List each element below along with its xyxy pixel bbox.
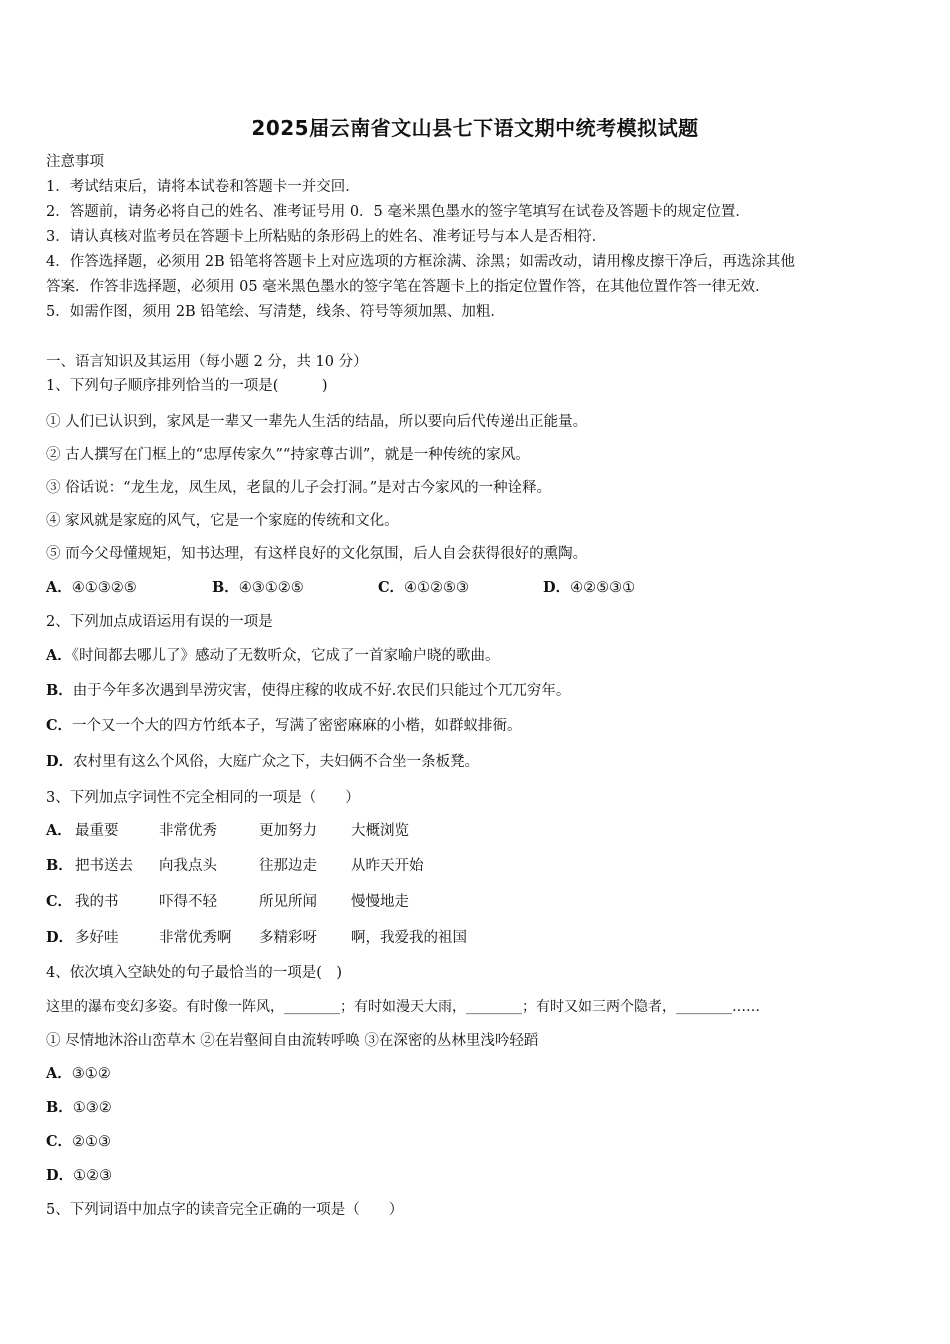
question-3-cell: 多精彩呀 xyxy=(259,930,317,946)
question-3-cell: 我的书 xyxy=(75,894,119,910)
option-text: ④①②⑤③ xyxy=(404,580,470,596)
question-3-stem: 3、下列加点字词性不完全相同的一项是（ ） xyxy=(46,790,360,806)
option-label: D． xyxy=(543,579,571,596)
question-5-stem: 5、下列词语中加点字的读音完全正确的一项是（ ） xyxy=(46,1202,404,1218)
question-3-cell: 非常优秀啊 xyxy=(159,930,232,946)
option-label: C． xyxy=(46,1133,73,1150)
question-3-cell: 往那边走 xyxy=(259,858,317,874)
question-2-option-d xyxy=(46,752,479,772)
question-3-cell: 啊，我爱我的祖国 xyxy=(351,930,467,946)
option-label: B． xyxy=(46,682,73,699)
question-4-choices: ① 尽情地沐浴山峦草木 ②在岩壑间自由流转呼唤 ③在深密的丛林里浅吟轻蹈 xyxy=(46,1033,539,1049)
option-label: A． xyxy=(46,1065,72,1082)
question-1-item: ① 人们已认识到，家风是一辈又一辈先人生活的结晶，所以要向后代传递出正能量。 xyxy=(46,414,588,430)
question-3-cell: 更加努力 xyxy=(259,823,317,839)
notice-line: 2．答题前，请务必将自己的姓名、准考证号用 0．5 毫米黑色墨水的签字笔填写在试卷及答题卡的规定位置． xyxy=(46,204,750,220)
option-text: 由于今年多次遇到旱涝灾害，使得庄稼的收成不好.农民们只能过个兀兀穷年。 xyxy=(72,683,571,699)
question-3-cell: 吓得不轻 xyxy=(159,894,217,910)
option-text: ④②⑤③① xyxy=(570,580,636,596)
option-label: A． xyxy=(46,579,72,596)
question-3-cell: 从昨天开始 xyxy=(351,858,424,874)
option-label: C． xyxy=(378,579,405,596)
question-3-cell: 非常优秀 xyxy=(159,823,217,839)
question-3-cell: 大概浏览 xyxy=(351,823,409,839)
question-3-row-a-label: A． xyxy=(46,822,72,839)
question-4-passage: 这里的瀑布变幻多姿。有时像一阵风，________；有时如漫天大雨，________；有时又如三两个隐者，________…… xyxy=(46,999,760,1015)
question-4-option-a xyxy=(46,1064,111,1084)
option-text: 一个又一个大的四方竹纸本子，写满了密密麻麻的小楷，如群蚁排衙。 xyxy=(72,718,522,734)
section-heading: 一、语言知识及其运用（每小题 2 分，共 10 分） xyxy=(46,354,368,370)
question-1-stem: 1、下列句子顺序排列恰当的一项是( ) xyxy=(46,378,328,394)
question-3-row-d-label: D． xyxy=(46,929,74,946)
question-1-item: ③ 俗话说：“龙生龙，凤生凤，老鼠的儿子会打洞。”是对古今家风的一种诠释。 xyxy=(46,480,552,496)
question-1-option-c xyxy=(378,578,469,598)
option-text: 农村里有这么个风俗，大庭广众之下，夫妇俩不合坐一条板凳。 xyxy=(73,754,480,770)
question-1-item: ④ 家风就是家庭的风气，它是一个家庭的传统和文化。 xyxy=(46,513,399,529)
option-text: ②①③ xyxy=(72,1134,112,1150)
question-2-stem: 2、下列加点成语运用有误的一项是 xyxy=(46,614,273,630)
question-1-option-b xyxy=(212,578,304,598)
question-4-option-c xyxy=(46,1132,111,1152)
question-3-cell: 慢慢地走 xyxy=(351,894,409,910)
question-4-option-d xyxy=(46,1166,112,1186)
option-label: A． xyxy=(46,647,72,664)
option-text: ④①③②⑤ xyxy=(71,580,137,596)
option-label: D． xyxy=(46,1167,74,1184)
option-label: B． xyxy=(212,579,239,596)
notice-line: 4．作答选择题，必须用 2B 铅笔将答题卡上对应选项的方框涂满、涂黑；如需改动，请用橡皮擦干净后，再选涂其他 xyxy=(46,254,795,270)
notice-line: 5．如需作图，须用 2B 铅笔绘、写清楚，线条、符号等须加黑、加粗． xyxy=(46,304,505,320)
option-text: ④③①②⑤ xyxy=(238,580,304,596)
option-label: C． xyxy=(46,717,73,734)
question-4-option-b xyxy=(46,1098,112,1118)
question-2-option-c xyxy=(46,716,522,736)
question-3-cell: 所见所闻 xyxy=(259,894,317,910)
question-2-option-a xyxy=(46,646,500,666)
question-4-stem: 4、依次填入空缺处的句子最恰当的一项是( ) xyxy=(46,965,343,981)
question-3-cell: 把书送去 xyxy=(75,858,133,874)
notice-line: 1．考试结束后，请将本试卷和答题卡一并交回． xyxy=(46,179,360,195)
notice-line: 答案．作答非选择题，必须用 05 毫米黑色墨水的签字笔在答题卡上的指定位置作答，在其他位置作答一律无效． xyxy=(46,279,770,295)
question-1-option-d xyxy=(543,578,635,598)
option-label: D． xyxy=(46,753,74,770)
option-text: 《时间都去哪儿了》感动了无数听众，它成了一首家喻户晓的歌曲。 xyxy=(71,648,500,664)
question-3-cell: 最重要 xyxy=(75,823,119,839)
question-1-option-a xyxy=(46,578,137,598)
question-2-option-b xyxy=(46,681,570,701)
option-text: ①②③ xyxy=(73,1168,113,1184)
option-text: ①③② xyxy=(72,1100,112,1116)
notice-line: 3．请认真核对监考员在答题卡上所粘贴的条形码上的姓名、准考证号与本人是否相符． xyxy=(46,229,607,245)
question-3-row-c-label: C． xyxy=(46,893,73,910)
question-1-item: ② 古人撰写在门框上的“忠厚传家久”“持家尊古训”，就是一种传统的家风。 xyxy=(46,447,530,463)
question-1-item: ⑤ 而今父母懂规矩，知书达理，有这样良好的文化氛围，后人自会获得很好的熏陶。 xyxy=(46,546,588,562)
option-label: B． xyxy=(46,1099,73,1116)
option-text: ③①② xyxy=(71,1066,111,1082)
question-3-cell: 多好哇 xyxy=(75,930,119,946)
question-3-cell: 向我点头 xyxy=(159,858,217,874)
notice-heading: 注意事项 xyxy=(46,154,104,170)
page-title: 2025届云南省文山县七下语文期中统考模拟试题 xyxy=(251,116,699,140)
question-3-row-b-label: B． xyxy=(46,857,73,874)
